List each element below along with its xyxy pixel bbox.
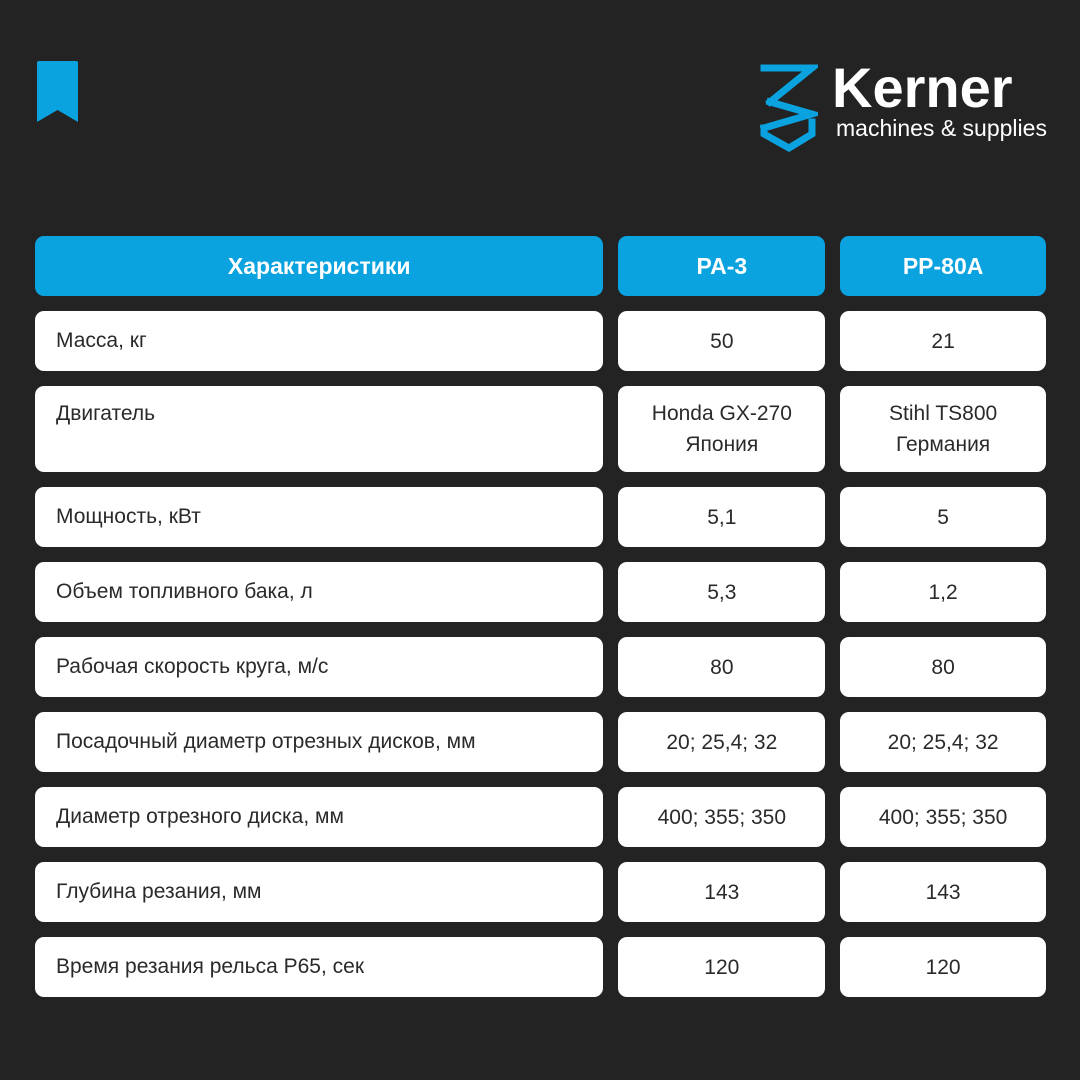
table-row — [35, 637, 1046, 697]
table-row — [35, 562, 1046, 622]
row-value-pa3: 143 — [618, 862, 825, 922]
row-value-pp80a: 143 — [840, 862, 1046, 922]
row-label: Диаметр отрезного диска, мм — [35, 787, 603, 847]
row-label: Масса, кг — [35, 311, 603, 371]
row-value-pp80a: 20; 25,4; 32 — [840, 712, 1046, 772]
row-label: Глубина резания, мм — [35, 862, 603, 922]
table-row — [35, 386, 1046, 472]
row-value-pa3: 80 — [618, 637, 825, 697]
header-characteristics: Характеристики — [35, 236, 603, 296]
engine-country-pa3: Япония — [685, 433, 759, 456]
row-label: Двигатель — [35, 386, 603, 472]
row-value-pa3: 120 — [618, 937, 825, 997]
table-row — [35, 487, 1046, 547]
brand-logo — [760, 56, 1060, 154]
bookmark-icon[interactable] — [37, 61, 78, 122]
spec-table — [35, 236, 1046, 1012]
row-label: Объем топливного бака, л — [35, 562, 603, 622]
table-row — [35, 712, 1046, 772]
row-value-pa3: 5,3 — [618, 562, 825, 622]
row-label: Время резания рельса Р65, сек — [35, 937, 603, 997]
engine-model-pp80a: Stihl TS800 — [889, 402, 998, 425]
row-value-pp80a: 120 — [840, 937, 1046, 997]
row-value-pp80a: 80 — [840, 637, 1046, 697]
row-value-pa3: 400; 355; 350 — [618, 787, 825, 847]
engine-model-pa3: Honda GX-270 — [651, 402, 792, 425]
row-value-pp80a: 1,2 — [840, 562, 1046, 622]
engine-country-pp80a: Германия — [896, 433, 991, 456]
kerner-logo-icon — [760, 62, 818, 152]
brand-tagline: machines & supplies — [836, 115, 1047, 141]
table-row — [35, 937, 1046, 997]
row-value-pa3 — [618, 386, 825, 472]
row-value-pa3: 50 — [618, 311, 825, 371]
table-header-row — [35, 236, 1046, 296]
row-value-pp80a — [840, 386, 1046, 472]
row-value-pp80a: 21 — [840, 311, 1046, 371]
row-value-pp80a: 5 — [840, 487, 1046, 547]
table-row — [35, 311, 1046, 371]
header-model-pp80a: PP-80A — [840, 236, 1046, 296]
table-row — [35, 862, 1046, 922]
row-value-pa3: 5,1 — [618, 487, 825, 547]
row-value-pa3: 20; 25,4; 32 — [618, 712, 825, 772]
row-label: Мощность, кВт — [35, 487, 603, 547]
row-value-pp80a: 400; 355; 350 — [840, 787, 1046, 847]
row-label: Рабочая скорость круга, м/с — [35, 637, 603, 697]
brand-name: Kerner — [832, 56, 1013, 119]
header-model-pa3: PA-3 — [618, 236, 825, 296]
row-label: Посадочный диаметр отрезных дисков, мм — [35, 712, 603, 772]
table-row — [35, 787, 1046, 847]
